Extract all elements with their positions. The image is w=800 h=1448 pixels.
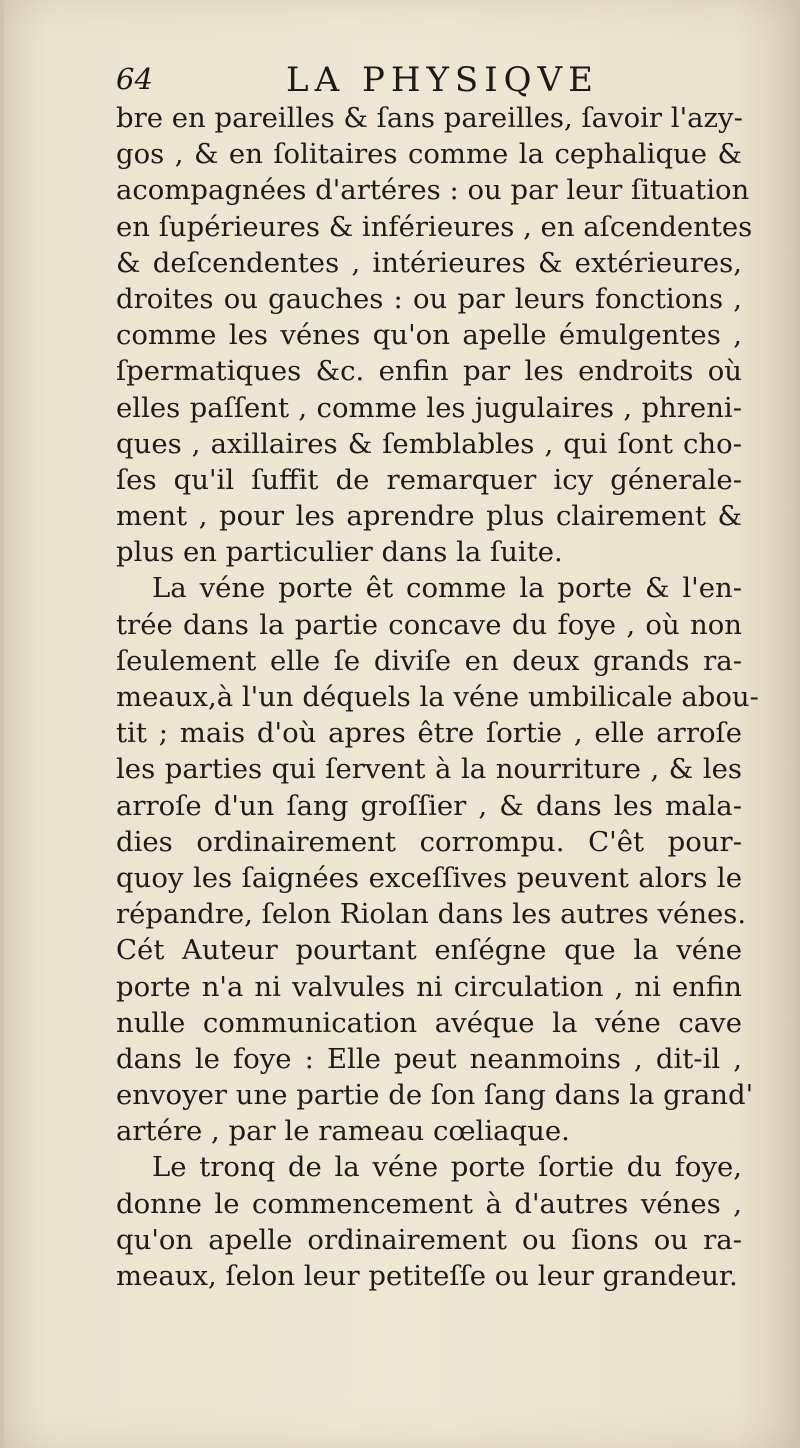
text-line: ſeulement elle ſe diviſe en deux grands ra-	[116, 644, 742, 677]
text-line: La véne porte êt comme la porte & l'en-	[152, 572, 742, 605]
text-line: qu'on apelle ordinairement ou ſions ou ra-	[116, 1223, 742, 1256]
text-line: tit ; mais d'où apres être ſortie , elle arroſe	[116, 717, 742, 750]
text-line: Cét Auteur pourtant enſégne que la véne	[116, 934, 742, 967]
paragraph	[116, 100, 753, 570]
text-line: ques , axillaires & ſemblables , qui ſont cho-	[116, 427, 742, 460]
text-line: arroſe d'un ſang groſſier , & dans les mala-	[116, 789, 742, 822]
text-line: donne le commencement à d'autres vénes ,	[116, 1187, 742, 1220]
running-title: LA PHYSIQVE	[286, 60, 599, 100]
text-line: comme les vénes qu'on apelle émulgentes ,	[116, 319, 742, 352]
text-line: droites ou gauches : ou par leurs fonctions ,	[116, 282, 742, 315]
text-line: artére , par le rameau cœliaque.	[116, 1115, 570, 1148]
text-line: ſes qu'il ſuffit de remarquer icy génerale-	[116, 463, 742, 496]
text-line: porte n'a ni valvules ni circulation , ni enfin	[116, 970, 742, 1003]
text-line: acompagnées d'artéres : ou par leur ſituation	[116, 174, 750, 207]
text-line: gos , & en ſolitaires comme la cephalique &	[116, 138, 742, 171]
paragraph	[116, 570, 759, 1149]
text-line: dies ordinairement corrompu. C'êt pour-	[116, 825, 742, 858]
body-text	[116, 100, 759, 1294]
text-line: ſpermatiques &c. enfin par les endroits où	[116, 355, 742, 388]
text-line: Le tronq de la véne porte ſortie du foye,	[152, 1151, 742, 1184]
book-page	[4, 0, 796, 1448]
text-line: envoyer une partie de ſon ſang dans la grand'	[116, 1079, 754, 1112]
page-header	[116, 60, 676, 104]
text-line: les parties qui ſervent à la nourriture , & les	[116, 753, 742, 786]
text-line: meaux, ſelon leur petiteſſe ou leur grandeur.	[116, 1260, 738, 1292]
text-line: quoy les ſaignées exceſſives peuvent alors le	[116, 861, 742, 894]
text-line: bre en pareilles & ſans pareilles, ſavoir l'azy-	[116, 102, 743, 134]
text-line: & deſcendentes , intérieures & extérieures,	[116, 246, 742, 279]
text-line: nulle communication avéque la véne cave	[116, 1006, 742, 1039]
text-line: en ſupérieures & inférieures , en aſcendentes	[116, 210, 753, 243]
paragraph	[116, 1149, 742, 1294]
text-line: répandre, ſelon Riolan dans les autres vénes.	[116, 898, 747, 931]
page-number: 64	[116, 62, 153, 96]
text-line: ment , pour les aprendre plus clairement &	[116, 500, 742, 533]
text-line: dans le foye : Elle peut neanmoins , dit-il ,	[116, 1042, 742, 1075]
text-line: plus en particulier dans la ſuite.	[116, 536, 563, 569]
text-line: meaux,à l'un déquels la véne umbilicale abou-	[116, 681, 759, 713]
text-line: elles paſſent , comme les jugulaires , phreni-	[116, 391, 742, 424]
text-line: trée dans la partie concave du foye , où non	[116, 608, 742, 641]
